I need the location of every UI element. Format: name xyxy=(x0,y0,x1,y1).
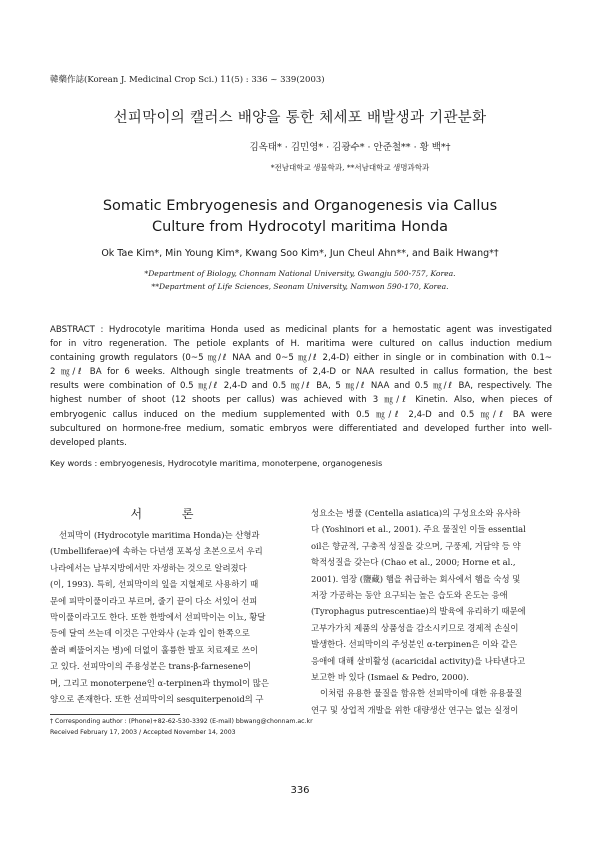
body-line: 성요소는 병풀 (Centella asiatica)의 구성요소와 유사하 xyxy=(311,508,521,518)
body-line: (Tyrophagus putrescentiae)의 발육에 유리하기 때문에 xyxy=(311,606,526,617)
abstract xyxy=(50,323,552,450)
body-line: 이처럼 유용한 물질을 함유한 선피막이에 대한 유용물질 xyxy=(320,688,523,699)
abstract-line: ABSTRACT : Hydrocotyle maritima Honda used as medicinal plants for a hemostatic agent was investigated xyxy=(50,325,552,335)
body-line: 나라에서는 남부지방에서만 자생하는 것으로 알려졌다 xyxy=(50,562,247,573)
korean-authors: 김옥태* · 김민영* · 김광수* · 안준철** · 황 백*† xyxy=(249,142,451,153)
english-title xyxy=(0,196,600,238)
body-line: 등에 달여 쓰는데 이것은 구안와사 (눈과 입이 한쪽으로 xyxy=(50,628,250,639)
right-column xyxy=(311,505,553,718)
body-line: 저장 가공하는 동안 요구되는 높은 습도와 온도는 응애 xyxy=(311,590,508,601)
received-accepted-note: Received February 17, 2003 / Accepted November 14, 2003 xyxy=(50,728,236,736)
abstract-line: results were combination of 0.5 ㎎/ℓ 2,4-D and 0.5 ㎎/ℓ BA, 5 ㎎/ℓ NAA and 0.5 ㎎/ℓ BA, respectively. The xyxy=(50,381,552,392)
english-title-line-1: Somatic Embryogenesis and Organogenesis via Callus xyxy=(102,198,498,214)
corresponding-author-note: † Corresponding author : (Phone)+82-62-530-3392 (E-mail) bbwang@chonnam.ac.kr xyxy=(50,718,313,725)
english-affiliation-1: *Department of Biology, Chonnam National University, Gwangju 500-757, Korea. xyxy=(144,269,456,278)
body-line: (이, 1993). 특히, 선피막이의 잎을 지혈제로 사용하기 때 xyxy=(50,579,259,590)
section-heading-introduction: 서 론 xyxy=(130,507,212,521)
keywords: Key words : embryogenesis, Hydrocotyle maritima, monoterpene, organogenesis xyxy=(50,458,383,468)
body-line: 쏠려 삐뚤어지는 병)에 더없이 훌륭한 발포 치료제로 쓰이 xyxy=(50,644,258,655)
korean-affiliations: *전남대학교 생물학과, **서남대학교 생명과학과 xyxy=(270,163,430,172)
body-line: 2001). 염장 (鹽藏) 햄을 취급하는 회사에서 햄을 숙성 및 xyxy=(311,573,521,584)
abstract-line: subcultured on hormone-free medium, somatic embryos were differentiated and developed further into well- xyxy=(50,423,552,434)
body-line: 보고한 바 있다 (Ismael & Pedro, 2000). xyxy=(311,672,469,683)
body-line: 고 있다. 선피막이의 주용성분은 trans-β-farnesene이 xyxy=(50,661,252,672)
left-column xyxy=(50,527,292,707)
footnote xyxy=(50,717,313,738)
body-line: 연구 및 상업적 개발을 위한 대량생산 연구는 없는 실정이 xyxy=(311,704,519,715)
body-line: 다 (Yoshinori et al., 2001). 주요 물질인 이들 essential xyxy=(311,524,526,535)
english-title-line-2: Culture from Hydrocotyl maritima Honda xyxy=(151,219,449,235)
body-line: 고부가가치 제품의 상품성을 감소시키므로 경제적 손실이 xyxy=(311,622,519,633)
body-line: oil은 향균적, 구충적 성질을 갖으며, 구풍제, 거담약 등 약 xyxy=(311,540,521,551)
abstract-line: embryogenic callus induced on the medium supplemented with 0.5 ㎎/ℓ 2,4-D and 0.5 ㎎/ℓ BA were xyxy=(50,409,552,420)
body-line: 문에 피막이풀이라고 부르며, 줄기 끝이 다소 서있어 선피 xyxy=(50,595,258,606)
abstract-line: 2 ㎎/ℓ BA for 6 weeks. Although single treatments of 2,4-D or NAA resulted in callus formation, the best xyxy=(50,367,552,378)
body-line: (Umbelliferae)에 속하는 다년생 포복성 초본으로서 우리 xyxy=(50,546,263,557)
english-affiliation-2: **Department of Life Sciences, Seonam University, Namwon 590-170, Korea. xyxy=(151,282,449,291)
body-line: 발생한다. 선피막이의 주성분인 α-terpinen은 이와 같은 xyxy=(311,639,518,650)
body-line: 학적성질을 갖는다 (Chao et al., 2000; Horne et al., xyxy=(311,557,516,568)
abstract-line: highest number of shoot (12 shoots per callus) was achieved with 3 ㎎/ℓ Kinetin. Also, when pieces of xyxy=(50,395,552,406)
english-authors: Ok Tae Kim*, Min Young Kim*, Kwang Soo Kim*, Jun Cheul Ahn**, and Baik Hwang*† xyxy=(101,248,499,259)
abstract-line: for in vitro regeneration. The petiole explants of H. maritima were cultured on callus induction medium xyxy=(50,339,552,350)
body-line: 며, 그리고 monoterpene인 α-terpinen과 thymol이 많은 xyxy=(50,677,269,688)
footnote-divider xyxy=(50,714,180,715)
body-line: 양으로 존재한다. 또한 선피막이의 sesquiterpenoid의 구 xyxy=(50,694,264,705)
page-number: 336 xyxy=(290,785,310,796)
body-line: 막이풀이라고도 한다. 또한 한방에서 선피막이는 이뇨, 황달 xyxy=(50,612,266,623)
korean-title: 선피막이의 캘러스 배양을 통한 체세포 배발생과 기관분화 xyxy=(113,110,487,126)
english-affiliations xyxy=(0,267,600,293)
abstract-line: containing growth regulators (0~5 ㎎/ℓ NAA and 0~5 ㎎/ℓ 2,4-D) either in single or in combination with 0.1~ xyxy=(50,353,552,364)
body-line: 선피막이 (Hydrocotyle maritima Honda)는 산형과 xyxy=(59,530,260,540)
abstract-line: developed plants. xyxy=(50,437,127,448)
body-line: 응애에 대해 살비활성 (acaricidal activity)을 나타낸다고 xyxy=(311,655,526,666)
running-head: 韓藥作誌(Korean J. Medicinal Crop Sci.) 11(5) : 336 ~ 339(2003) xyxy=(50,75,325,85)
